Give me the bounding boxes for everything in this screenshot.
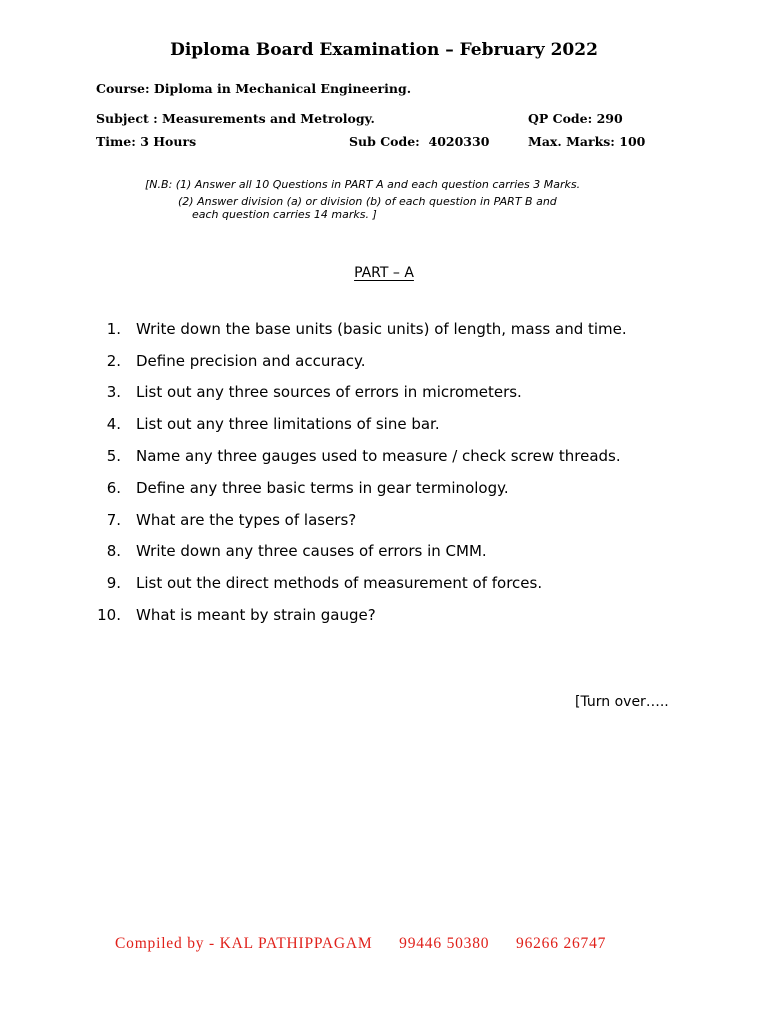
question-item [88, 377, 627, 409]
question-number: 7. [106, 510, 121, 529]
question-number: 8. [106, 542, 121, 561]
turn-over-note: [Turn over….. [575, 694, 669, 710]
instruction-line-3: each question carries 14 marks. ] [192, 208, 377, 221]
question-text: Define any three basic terms in gear terminology. [136, 478, 509, 497]
question-number: 4. [106, 415, 121, 434]
max-marks: Max. Marks: 100 [528, 134, 646, 149]
footer-phone-1: 99446 50380 [399, 935, 490, 952]
question-text: Write down the base units (basic units) of length, mass and time. [136, 319, 627, 338]
question-item [88, 313, 627, 345]
question-text: What are the types of lasers? [136, 510, 357, 529]
question-number: 1. [106, 319, 121, 338]
question-list [88, 313, 627, 631]
question-item [88, 345, 627, 377]
instruction-line-1: [N.B: (1) Answer all 10 Questions in PART A and each question carries 3 Marks. [145, 178, 581, 191]
question-number: 2. [106, 351, 121, 370]
question-number: 5. [106, 447, 121, 466]
question-number: 9. [106, 574, 121, 593]
question-text: Define precision and accuracy. [136, 351, 366, 370]
course-line: Course: Diploma in Mechanical Engineering. [96, 81, 412, 96]
subject-line: Subject : Measurements and Metrology. [96, 111, 375, 126]
question-item [88, 440, 627, 472]
question-item [88, 536, 627, 568]
question-number: 3. [106, 383, 121, 402]
question-text: List out any three limitations of sine bar. [136, 415, 440, 434]
question-text: What is meant by strain gauge? [136, 606, 376, 625]
sub-code: Sub Code: 4020330 [349, 134, 490, 149]
question-text: List out any three sources of errors in micrometers. [136, 383, 522, 402]
instruction-line-2: (2) Answer division (a) or division (b) of each question in PART B and [178, 195, 557, 208]
question-number: 6. [106, 478, 121, 497]
question-item [88, 472, 627, 504]
part-a-heading: PART – A [354, 265, 414, 281]
time-line: Time: 3 Hours [96, 134, 197, 149]
question-item [88, 504, 627, 536]
question-number: 10. [97, 606, 121, 625]
footer-compiled-by: Compiled by - KAL PATHIPPAGAM [115, 935, 373, 952]
footer-credit [115, 935, 606, 953]
question-text: List out the direct methods of measurement of forces. [136, 574, 543, 593]
question-text: Write down any three causes of errors in CMM. [136, 542, 487, 561]
question-text: Name any three gauges used to measure / check screw threads. [136, 447, 621, 466]
question-item [88, 567, 627, 599]
question-item [88, 599, 627, 631]
exam-title: Diploma Board Examination – February 2022 [170, 40, 598, 60]
qp-code: QP Code: 290 [528, 111, 623, 126]
question-item [88, 408, 627, 440]
footer-phone-2: 96266 26747 [516, 935, 607, 952]
